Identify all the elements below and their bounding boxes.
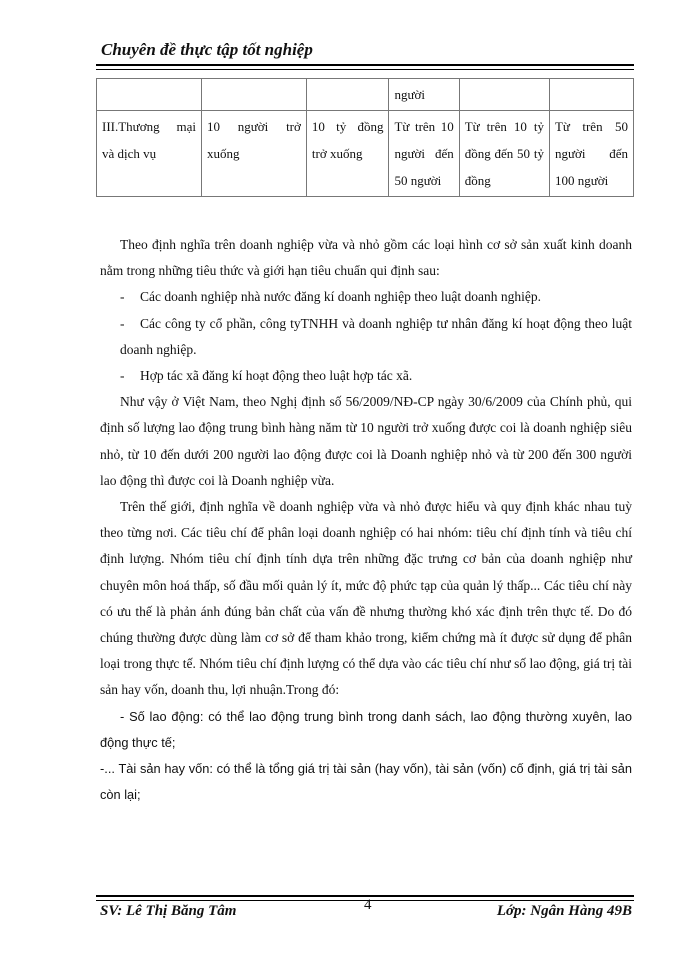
table-row xyxy=(97,111,634,197)
sector-label: III.Thương mại và dịch vụ xyxy=(102,119,196,161)
paragraph: Theo định nghĩa trên doanh nghiệp vừa và nhỏ gồm các loại hình cơ sở sản xuất kinh doanh nằm trong những tiêu thức và giới hạn tiêu chuẩn qui định sau: xyxy=(100,237,632,279)
list-item-text: Hợp tác xã đăng kí hoạt động theo luật hợp tác xã. xyxy=(140,368,413,384)
table-cell xyxy=(306,79,389,111)
table-cell xyxy=(459,111,549,197)
table-cell xyxy=(97,79,202,111)
header-title: Chuyên đề thực tập tốt nghiệp xyxy=(101,40,313,59)
list-item xyxy=(100,363,632,389)
table-cell xyxy=(549,111,633,197)
list-item-text: Các doanh nghiệp nhà nước đăng kí doanh nghiệp theo luật doanh nghiệp. xyxy=(140,289,541,305)
small-capital: 10 tỷ đồng trở xuống xyxy=(311,119,384,161)
micro-labor: 10 người trở xuống xyxy=(207,119,301,161)
table-cell xyxy=(202,111,307,197)
table-cell xyxy=(389,79,459,111)
footer-class: Lớp: Ngân Hàng 49B xyxy=(496,903,632,919)
paragraph: Như vậy ở Việt Nam, theo Nghị định số 56/2009/NĐ-CP ngày 30/6/2009 của Chính phủ, qui định số lượng lao động trung bình hàng năm từ 10 người trở xuống được coi là doanh nghiệp siêu nhỏ, từ 10 đến dưới 200 người lao động được coi là Doanh nghiệp nhỏ và từ 200 đến 300 người lao động thì được coi là Doanh nghiệp vừa. xyxy=(100,394,632,488)
body-text xyxy=(100,232,632,808)
table-cell xyxy=(459,79,549,111)
table-cell xyxy=(202,79,307,111)
page-number: 4 xyxy=(364,897,372,913)
list-item xyxy=(100,284,632,310)
medium-labor: Từ trên 50 người đến 100 người xyxy=(554,119,628,188)
paragraph: Trên thế giới, định nghĩa về doanh nghiệp vừa và nhỏ được hiểu và quy định khác nhau tuỳ theo từng nơi. Các tiêu chí để phân loại doanh nghiệp có hai nhóm: tiêu chí định tính và tiêu chí định lượng. Nhóm tiêu chí định tính dựa trên những đặc trưng cơ bản của doanh nghiệp như chuyên môn hoá thấp, số đầu mối quản lý ít, mức độ phức tạp của quản lý thấp... Các tiêu chí này có ưu thế là phản ánh đúng bản chất của vấn đề nhưng thường khó xác định trên thực tế. Do đó chúng thường được dùng làm cơ sở để tham khảo trong, kiểm chứng mà ít được sử dụng để phân loại trong thực tế. Nhóm tiêu chí định lượng có thể dựa vào các tiêu chí như số lao động, giá trị tài sản hay vốn, doanh thu, lợi nhuận.Trong đó: xyxy=(100,499,632,698)
criteria-table xyxy=(96,78,634,197)
table-cell xyxy=(389,111,459,197)
paragraph: - Số lao động: có thể lao động trung bình trong danh sách, lao động thường xuyên, lao động thực tế; xyxy=(100,708,632,750)
bullet-dash: - xyxy=(120,368,125,384)
table-cell xyxy=(97,111,202,197)
paragraph: -... Tài sản hay vốn: có thể là tổng giá trị tài sản (hay vốn), tài sản (vốn) cố định, giá trị tài sản còn lại; xyxy=(100,761,632,803)
table-row xyxy=(97,79,634,111)
bullet-dash: - xyxy=(120,315,125,331)
bullet-dash: - xyxy=(120,289,125,305)
table-cell xyxy=(549,79,633,111)
small-labor: Từ trên 10 người đến 50 người xyxy=(394,119,454,188)
cell-text: người xyxy=(394,87,425,102)
header-divider xyxy=(96,64,634,70)
list-item xyxy=(100,311,632,363)
medium-capital: Từ trên 10 tỷ đồng đến 50 tỷ đồng xyxy=(464,119,544,188)
footer-student: SV: Lê Thị Băng Tâm xyxy=(100,903,237,919)
table-cell xyxy=(306,111,389,197)
list-item-text: Các công ty cổ phần, công tyTNHH và doanh nghiệp tư nhân đăng kí hoạt động theo luật doanh nghiệp. xyxy=(120,315,632,357)
